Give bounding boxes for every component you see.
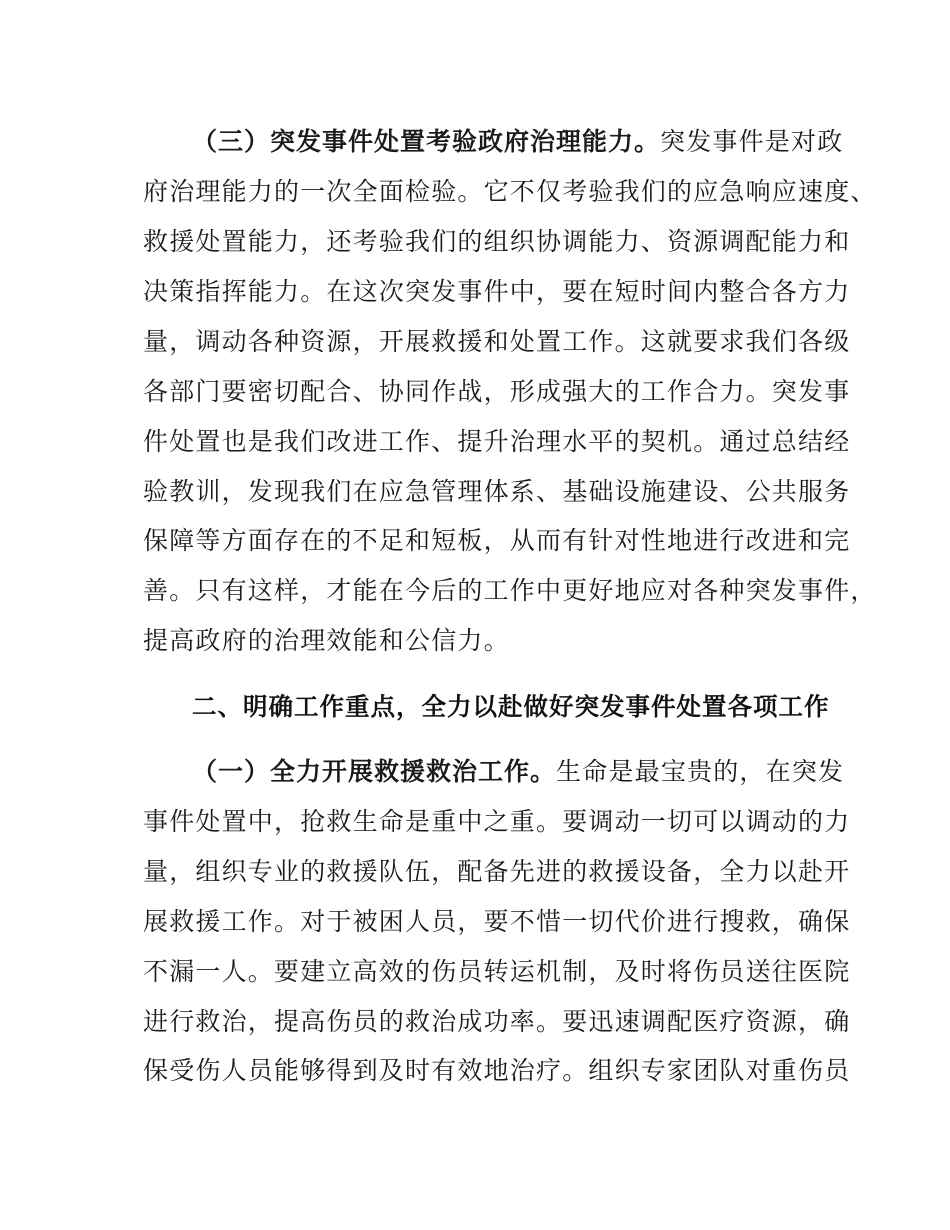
paragraph-line: 善。只有这样，才能在今后的工作中更好地应对各种突发事件， (143, 576, 877, 605)
paragraph-line: 验教训，发现我们在应急管理体系、基础设施建设、公共服务 (143, 477, 851, 506)
paragraph-line: 事件处置中，抢救生命是重中之重。要调动一切可以调动的力 (143, 807, 851, 836)
paragraph-line: 府治理能力的一次全面检验。它不仅考验我们的应急响应速度、 (143, 177, 877, 206)
paragraph-line: 保受伤人员能够得到及时有效地治疗。组织专家团队对重伤员 (143, 1056, 851, 1085)
section-heading: （三）突发事件处置考验政府治理能力。 (192, 127, 661, 156)
paragraph-text: 突发事件是对政 (660, 127, 844, 156)
paragraph-line: 量，调动各种资源，开展救援和处置工作。这就要求我们各级 (143, 327, 851, 356)
paragraph-line: 展救援工作。对于被困人员，要不惜一切代价进行搜救，确保 (143, 907, 851, 936)
paragraph-line: 提高政府的治理效能和公信力。 (143, 626, 510, 655)
chapter-heading: 二、明确工作重点，全力以赴做好突发事件处置各项工作 (192, 692, 830, 721)
paragraph-line (192, 125, 843, 159)
section-heading: （一）全力开展救援救治工作。 (192, 757, 557, 786)
paragraph-line: 救援处置能力，还考验我们的组织协调能力、资源调配能力和 (143, 227, 851, 256)
paragraph-text: 生命是最宝贵的，在突发 (556, 757, 845, 786)
paragraph-line: 决策指挥能力。在这次突发事件中，要在短时间内整合各方力 (143, 277, 851, 306)
paragraph-line: 进行救治，提高伤员的救治成功率。要迅速调配医疗资源，确 (143, 1007, 851, 1036)
paragraph-line: 量，组织专业的救援队伍，配备先进的救援设备，全力以赴开 (143, 857, 851, 886)
paragraph-line: 保障等方面存在的不足和短板，从而有针对性地进行改进和完 (143, 526, 851, 555)
paragraph-line: 各部门要密切配合、协同作战，形成强大的工作合力。突发事 (143, 377, 851, 406)
paragraph-line (192, 755, 844, 789)
paragraph-line: 不漏一人。要建立高效的伤员转运机制，及时将伤员送往医院 (143, 957, 851, 986)
paragraph-line: 件处置也是我们改进工作、提升治理水平的契机。通过总结经 (143, 427, 851, 456)
